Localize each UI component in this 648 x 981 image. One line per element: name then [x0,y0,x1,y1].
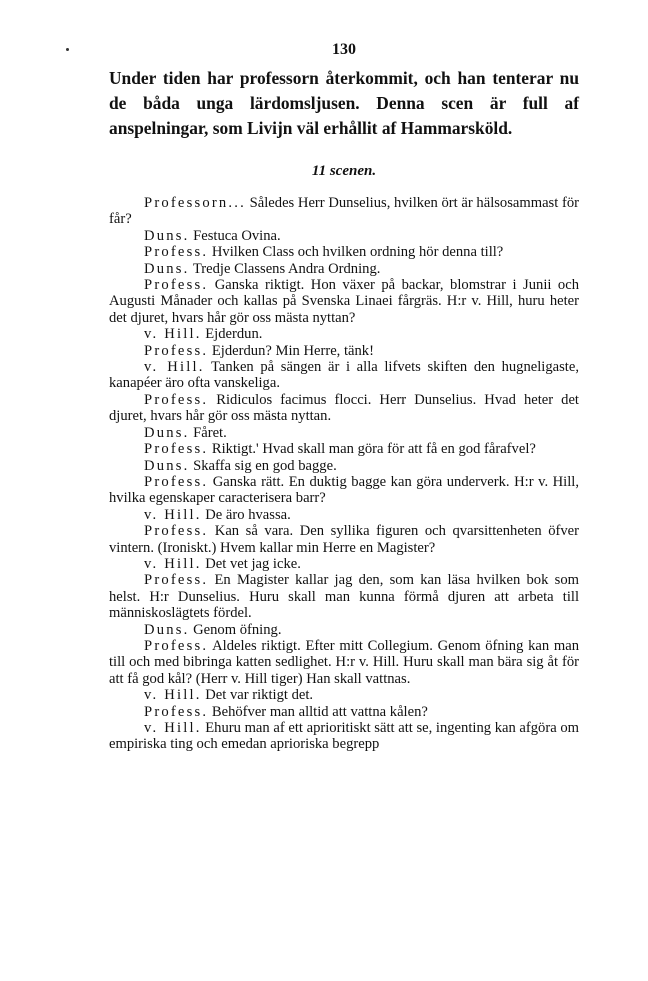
speaker-name: Profess. [144,391,209,408]
speech-text: Ejderdun. [201,326,263,343]
speech-text: Ridiculos facimus flocci. Herr Dunselius. Hvad heter det djuret, hvars hår gör oss mästa nyttan. [109,391,579,425]
speaker-name: Profess. [144,637,209,654]
dialogue-line [109,277,579,326]
speech-text: En Magister kallar jag den, som kan läsa hvilken bok som helst. H:r Dunselius. Huru skall man kunna förmå djuren att arbeta till människoslägtets fördel. [109,572,579,622]
speech-text: Det var riktigt det. [201,687,314,704]
speaker-name: v. Hill. [144,720,202,736]
dialogue-line [109,523,579,556]
speaker-name: Profess. [144,244,209,261]
dialogue-line [109,343,579,359]
dialogue-line [109,474,579,507]
speech-text: De äro hvassa. [201,506,291,523]
speaker-name: Profess. [144,473,209,490]
speech-text: Tredje Classens Andra Ordning. [189,260,381,277]
dialogue-line [109,720,579,753]
speaker-name: Duns. [144,621,190,638]
speech-text: Riktigt.' Hvad skall man göra för att få en god fårafvel? [208,441,536,458]
dialogue-line [109,261,579,277]
speaker-name: Professorn... [144,195,246,211]
dialogue-line [109,228,579,244]
speaker-name: Profess. [144,523,209,540]
dialogue-line [109,392,579,425]
speech-text: Genom öfning. [189,621,282,638]
intro-paragraph: Under tiden har professorn återkommit, och han tenterar nu de båda unga lärdomsljusen. Denna scen är full af anspelningar, som Livijn väl erhållit af Hammarsköld. [109,68,579,138]
speech-text: Aldeles riktigt. Efter mitt Collegium. Genom öfning kan man till och med bibringa katten sedlighet. H:r v. Hill. Huru skall man bära sig åt för att få god kål? (Herr v. Hill tiger) Han skall vattnas. [109,637,579,687]
dialogue-line [109,244,579,260]
speech-text: Det vet jag icke. [201,555,301,572]
speaker-name: Profess. [144,572,209,589]
speaker-name: v. Hill. [144,506,202,523]
speaker-name: v. Hill. [144,326,202,343]
dialogue-line [109,507,579,523]
speech-text: Behöfver man alltid att vattna kålen? [208,703,428,720]
speech-text: Ehuru man af ett aprioritiskt sätt att se, ingenting kan afgöra om empiriska ting och emedan aprioriska begrepp [109,720,579,753]
speaker-name: Duns. [144,457,190,474]
book-page [109,40,579,753]
speech-text: Således Herr Dunselius, hvilken ört är hälsosammast för får? [109,195,579,228]
speaker-name: Profess. [144,703,209,720]
scene-heading: 11 scenen. [311,163,377,179]
dialogue-line [109,687,579,703]
dialogue-line [109,359,579,392]
dialogue-line [109,704,579,720]
speech-text: Ejderdun? Min Herre, tänk! [208,342,374,359]
speech-text: Skaffa sig en god bagge. [189,457,337,474]
speech-text: Ganska rätt. En duktig bagge kan göra underverk. H:r v. Hill, hvilka egenskaper caracterisera barr? [109,473,579,507]
dialogue-line [109,556,579,572]
speaker-name: v. Hill. [144,359,205,376]
speaker-name: Duns. [144,260,190,277]
speaker-name: Duns. [144,227,190,244]
speech-text: Fåret. [189,424,227,441]
dialogue-line [109,458,579,474]
speech-text: Hvilken Class och hvilken ordning hör denna till? [208,244,504,261]
dialogue [109,195,579,753]
dialogue-line [109,622,579,638]
speaker-name: Profess. [144,441,209,458]
speaker-name: Profess. [144,277,209,294]
dialogue-line [109,425,579,441]
speech-text: Tanken på sängen är i alla lifvets skiften den hugneligaste, kanapéer äro ofta vanskeliga. [109,359,579,392]
speech-text: Ganska riktigt. Hon växer på backar, blomstrar i Junii och Augusti Månader och kallas på Svenska Linaei fårgräs. H:r v. Hill, huru heter det djuret, hvars hår gör oss mästa nyttan? [109,277,579,326]
dialogue-line [109,572,579,621]
dialogue-line [109,441,579,457]
speaker-name: v. Hill. [144,687,202,704]
dialogue-line [109,326,579,342]
dialogue-line [109,638,579,687]
speaker-name: Profess. [144,342,209,359]
speaker-name: Duns. [144,424,190,441]
speaker-name: v. Hill. [144,555,202,572]
speech-text: Festuca Ovina. [189,227,281,244]
speech-text: Kan så vara. Den syllika figuren och qvarsittenheten öfver vintern. (Ironiskt.) Hvem kallar min Herre en Magister? [109,523,579,556]
stray-mark [66,48,69,51]
page-number: 130 [332,41,356,58]
dialogue-line [109,195,579,228]
